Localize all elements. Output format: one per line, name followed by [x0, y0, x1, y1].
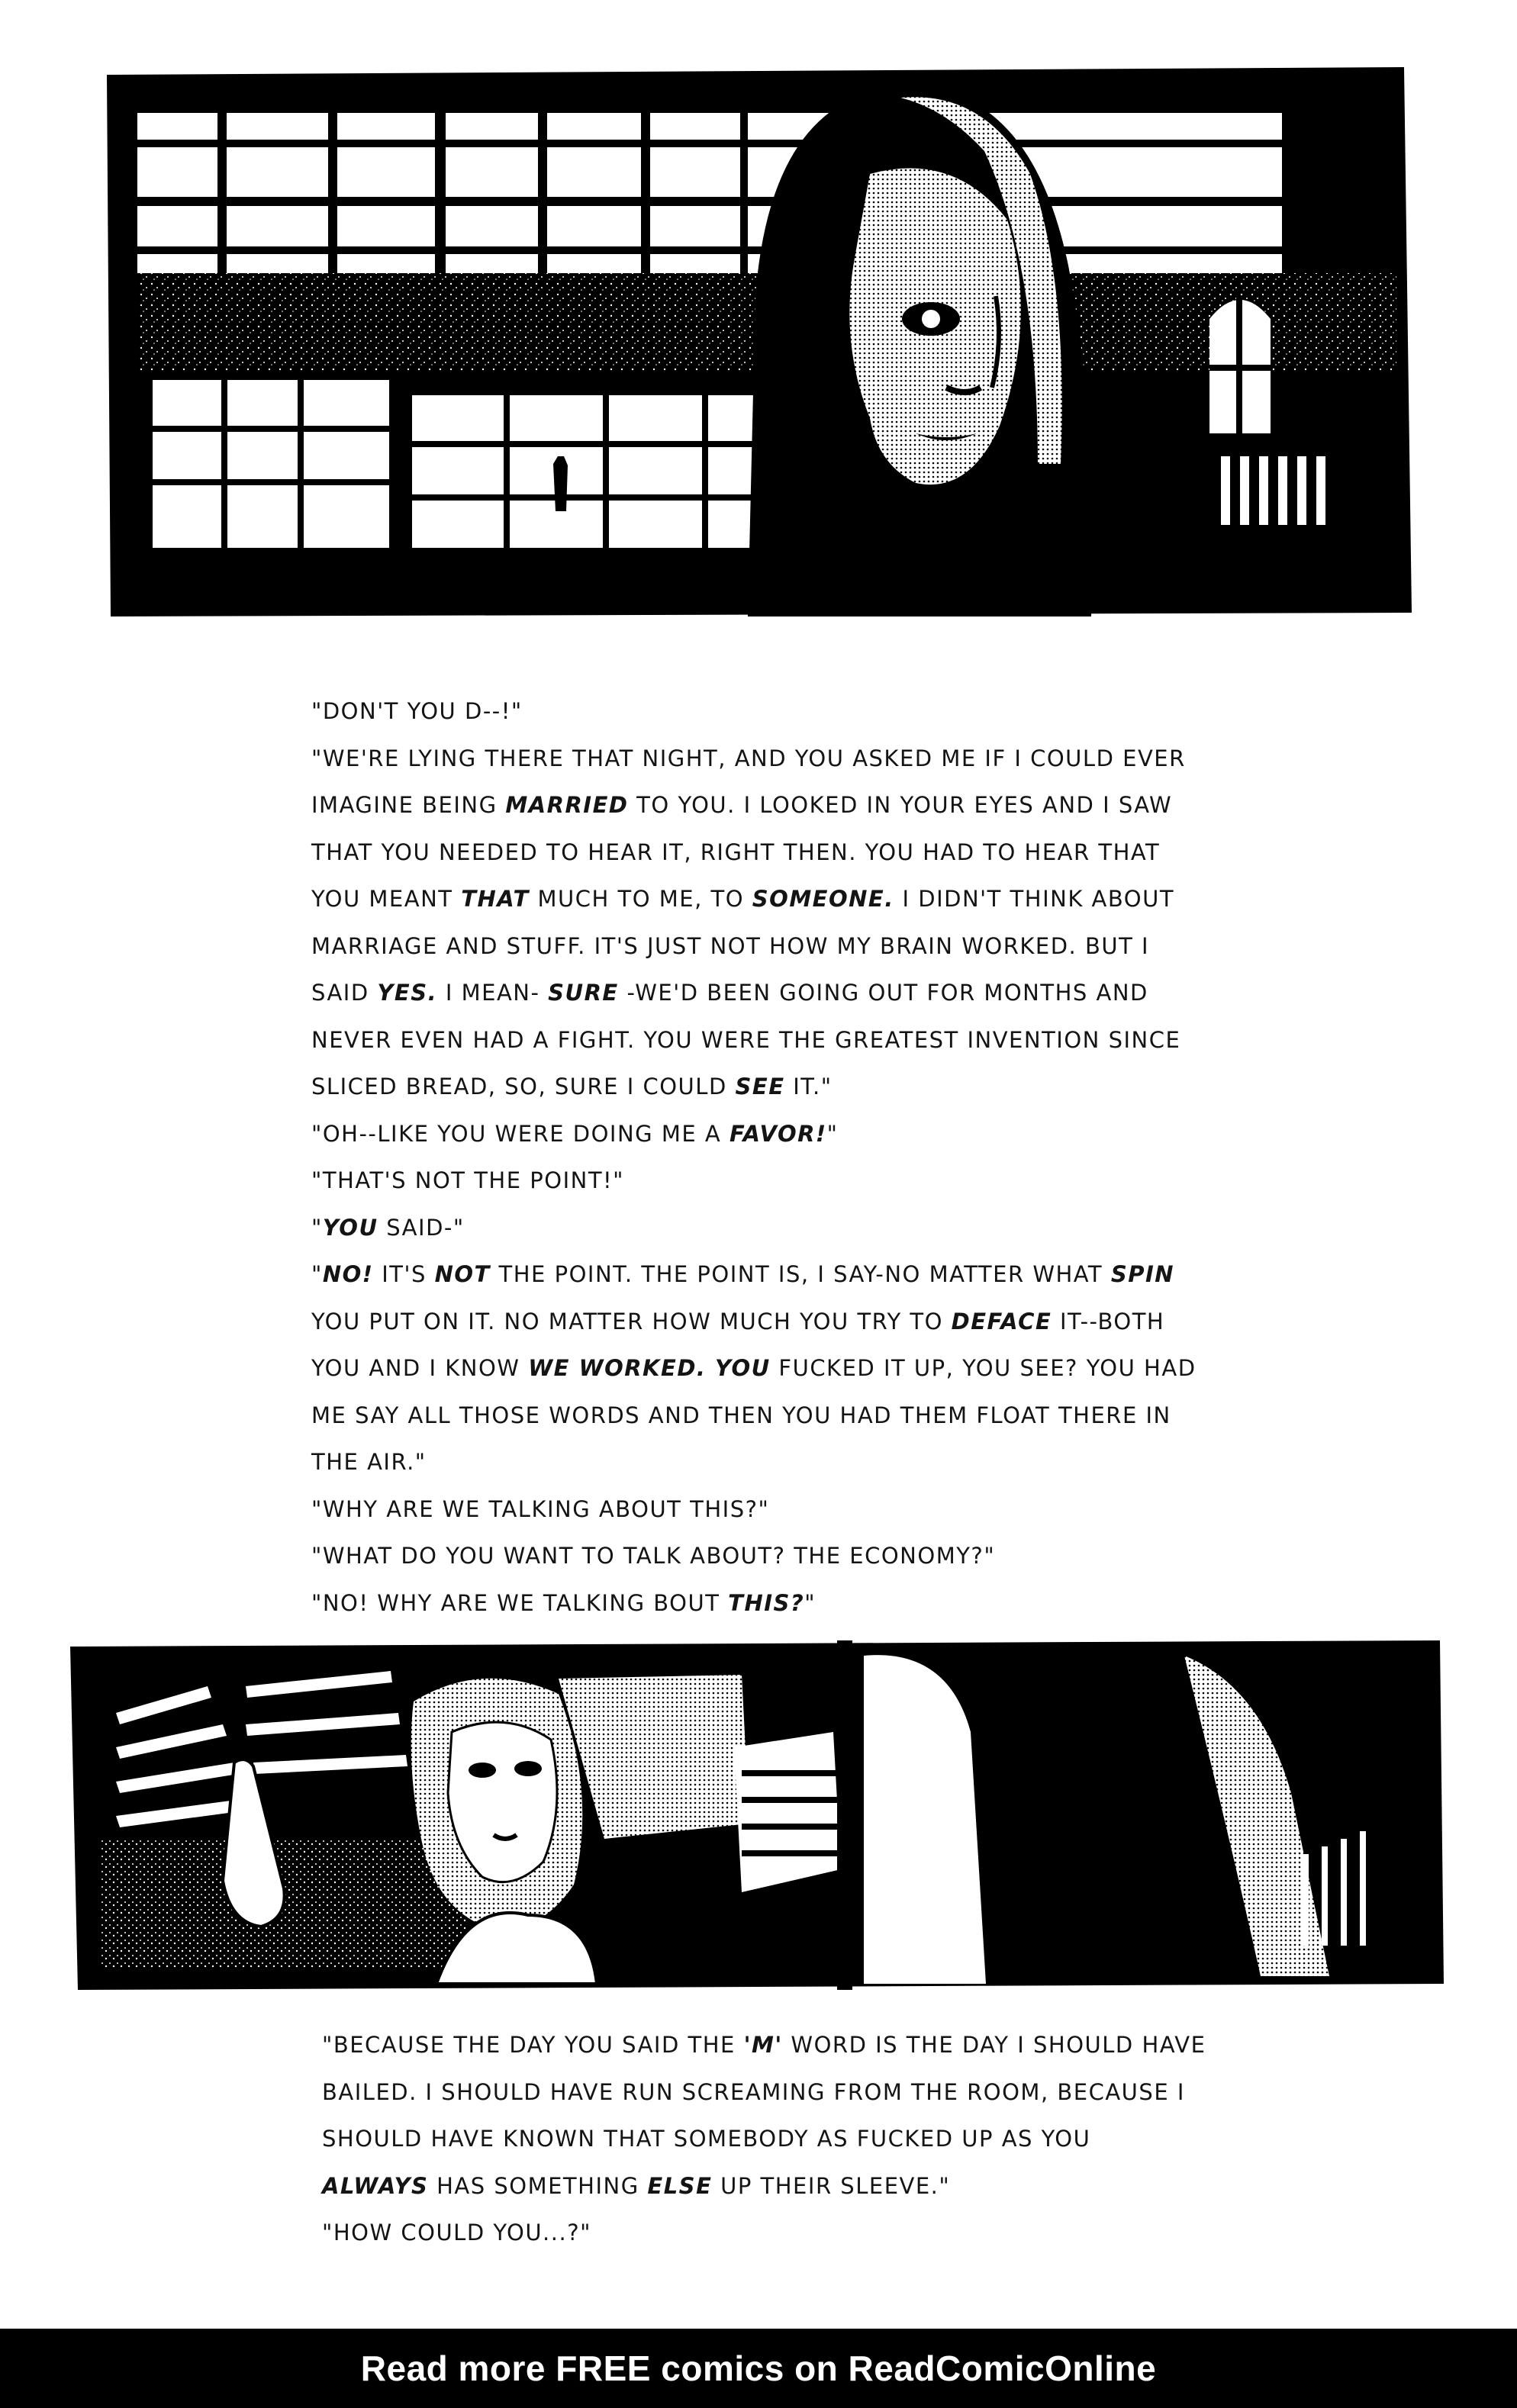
text-line: [311, 688, 1197, 736]
emphasis-text: 'M': [743, 2032, 783, 2058]
text-run: YOU MEANT: [311, 886, 462, 912]
emphasis-text: WE WORKED. YOU: [528, 1355, 771, 1381]
panel-2-artwork: [70, 1640, 1444, 1990]
panel-1-artwork: [107, 67, 1412, 616]
text-line: [311, 923, 1197, 971]
narration-block-1: [311, 688, 1197, 1627]
emphasis-text: SURE: [548, 980, 619, 1006]
text-run: ": [311, 1261, 323, 1287]
text-line: [311, 970, 1197, 1017]
text-run: "WHAT DO YOU WANT TO TALK ABOUT? THE ECONOMY?": [311, 1543, 996, 1569]
text-line: [311, 1580, 1197, 1627]
text-run: SHOULD HAVE KNOWN THAT SOMEBODY AS FUCKED UP AS YOU: [322, 2126, 1091, 2152]
comic-panel-2: [70, 1640, 1444, 1990]
text-run: MUCH TO ME, TO: [529, 886, 752, 912]
text-line: [311, 736, 1197, 783]
text-line: [311, 1345, 1197, 1392]
text-line: [311, 1533, 1197, 1580]
text-run: THE AIR.": [311, 1449, 427, 1475]
text-run: "WHY ARE WE TALKING ABOUT THIS?": [311, 1495, 770, 1522]
text-run: "DON'T YOU D--!": [311, 698, 523, 724]
text-line: [322, 2069, 1206, 2117]
text-run: WORD IS THE DAY I SHOULD HAVE: [782, 2032, 1206, 2058]
text-run: "OH--LIKE YOU WERE DOING ME A: [311, 1120, 730, 1147]
text-line: [311, 1017, 1197, 1064]
emphasis-text: ALWAYS: [322, 2172, 429, 2199]
text-run: -WE'D BEEN GOING OUT FOR MONTHS AND: [618, 980, 1148, 1006]
text-line: [311, 1064, 1197, 1111]
emphasis-text: SOMEONE.: [752, 886, 894, 912]
emphasis-text: NOT: [434, 1261, 491, 1287]
text-run: THE POINT. THE POINT IS, I SAY-NO MATTER WHAT: [490, 1261, 1111, 1287]
emphasis-text: YES.: [377, 980, 438, 1006]
emphasis-text: DEFACE: [951, 1308, 1052, 1334]
text-run: I MEAN-: [437, 980, 549, 1006]
text-run: TO YOU. I LOOKED IN YOUR EYES AND I SAW: [628, 792, 1173, 818]
text-line: [311, 1486, 1197, 1534]
text-line: [322, 2022, 1206, 2069]
text-line: [311, 1392, 1197, 1440]
text-run: ": [826, 1120, 839, 1147]
text-run: SLICED BREAD, SO, SURE I COULD: [311, 1074, 736, 1099]
text-line: [311, 829, 1197, 877]
text-line: [311, 1299, 1197, 1346]
emphasis-text: SEE: [735, 1074, 785, 1099]
text-run: IT'S: [373, 1261, 435, 1287]
text-run: "NO! WHY ARE WE TALKING BOUT: [311, 1589, 729, 1616]
emphasis-text: NO!: [322, 1261, 374, 1287]
emphasis-text: SPIN: [1110, 1261, 1175, 1287]
text-run: "WE'RE LYING THERE THAT NIGHT, AND YOU ASKED ME IF I COULD EVER: [311, 745, 1186, 771]
text-line: [322, 2210, 1206, 2257]
footer-link[interactable]: Read more FREE comics on ReadComicOnline: [360, 2348, 1157, 2388]
emphasis-text: ELSE: [647, 2172, 713, 2199]
text-run: YOU AND I KNOW: [311, 1355, 529, 1381]
text-run: NEVER EVEN HAD A FIGHT. YOU WERE THE GREATEST INVENTION SINCE: [311, 1026, 1181, 1053]
text-run: IT--BOTH: [1052, 1308, 1165, 1334]
text-line: [311, 1157, 1197, 1205]
narration-block-2: [322, 2022, 1206, 2257]
text-run: IMAGINE BEING: [311, 792, 506, 818]
text-run: YOU PUT ON IT. NO MATTER HOW MUCH YOU TRY TO: [311, 1308, 952, 1334]
text-run: BAILED. I SHOULD HAVE RUN SCREAMING FROM THE ROOM, BECAUSE I: [322, 2078, 1185, 2105]
emphasis-text: THIS?: [728, 1589, 805, 1616]
text-run: I DIDN'T THINK ABOUT: [894, 886, 1175, 912]
text-run: IT.": [784, 1074, 833, 1099]
text-line: [311, 782, 1197, 829]
text-line: [322, 2163, 1206, 2210]
text-line: [311, 1251, 1197, 1299]
emphasis-text: YOU: [322, 1214, 378, 1241]
comic-panel-1: [107, 67, 1412, 616]
text-run: UP THEIR SLEEVE.": [712, 2172, 951, 2199]
text-run: MARRIAGE AND STUFF. IT'S JUST NOT HOW MY BRAIN WORKED. BUT I: [311, 932, 1150, 959]
text-line: [311, 876, 1197, 923]
text-run: ME SAY ALL THOSE WORDS AND THEN YOU HAD THEM FLOAT THERE IN: [311, 1402, 1171, 1428]
text-run: HAS SOMETHING: [428, 2172, 648, 2199]
text-run: THAT YOU NEEDED TO HEAR IT, RIGHT THEN. YOU HAD TO HEAR THAT: [311, 839, 1161, 865]
footer-banner: [0, 2329, 1517, 2408]
emphasis-text: FAVOR!: [729, 1120, 827, 1147]
text-run: "BECAUSE THE DAY YOU SAID THE: [322, 2032, 744, 2058]
text-run: "THAT'S NOT THE POINT!": [311, 1167, 625, 1193]
text-run: FUCKED IT UP, YOU SEE? YOU HAD: [770, 1355, 1197, 1381]
text-run: ": [311, 1214, 323, 1241]
emphasis-text: MARRIED: [505, 792, 629, 818]
emphasis-text: THAT: [461, 886, 530, 912]
text-line: [311, 1111, 1197, 1158]
text-run: SAID: [311, 980, 378, 1006]
text-run: "HOW COULD YOU...?": [322, 2220, 591, 2245]
text-line: [311, 1439, 1197, 1486]
text-line: [322, 2116, 1206, 2163]
text-line: [311, 1205, 1197, 1252]
text-run: ": [804, 1589, 816, 1616]
text-run: SAID-": [378, 1214, 465, 1241]
